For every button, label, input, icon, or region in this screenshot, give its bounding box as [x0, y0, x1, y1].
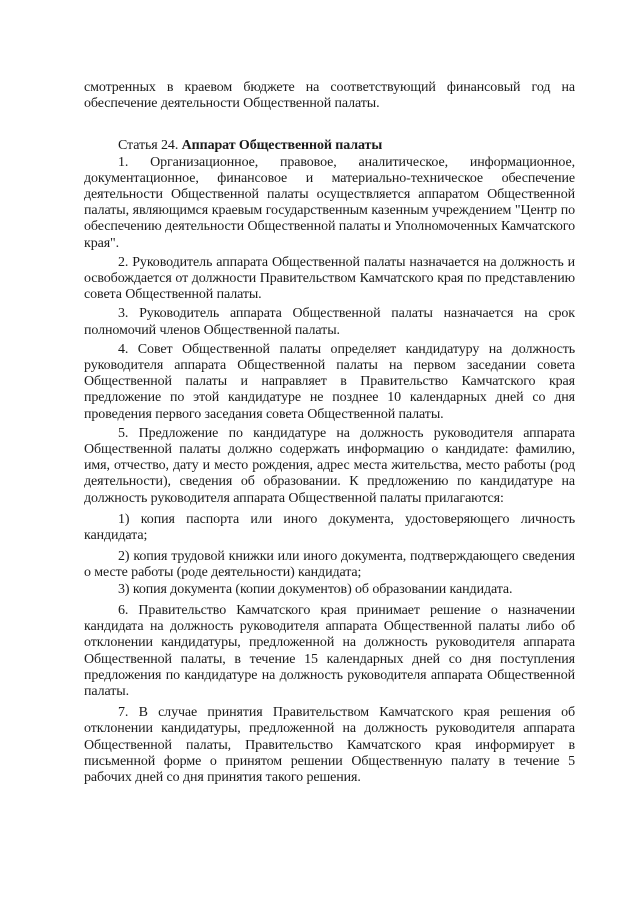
- article-title: Аппарат Общественной палаты: [181, 138, 383, 154]
- article-heading: [84, 138, 575, 154]
- intro-paragraph: смотренных в краевом бюджете на соответствующий финансовый год на обеспечение деятельности Общественной палаты.: [84, 80, 575, 112]
- paragraph-5-item-1: 1) копия паспорта или иного документа, удостоверяющего личность кандидата;: [84, 511, 575, 544]
- paragraph-2: 2. Руководитель аппарата Общественной палаты назначается на должность и освобождается от должности Правительством Камчатского края по представлению совета Общественной палаты.: [84, 254, 575, 303]
- paragraph-7: 7. В случае принятия Правительством Камчатского края решения об отклонении кандидатуры, предложенной на должность руководителя аппарата Общественной палаты, Правительство Камчатского края информирует в письменной форме о принятом решении Общественную палату в течение 5 рабочих дней со дня принятия такого решения.: [84, 705, 575, 785]
- paragraph-5-item-2: 2) копия трудовой книжки или иного документа, подтверждающего сведения о месте работы (роде деятельности) кандидата;: [84, 549, 575, 581]
- paragraph-3: 3. Руководитель аппарата Общественной палаты назначается на срок полномочий членов Общественной палаты.: [84, 306, 575, 338]
- paragraph-4: 4. Совет Общественной палаты определяет кандидатуру на должность руководителя аппарата Общественной палаты на первом заседании совета Общественной палаты и направляет в Правительство Камчатского края предложение по этой кандидатуре не позднее 10 календарных дней со дня проведения первого заседания совета Общественной палаты.: [84, 341, 575, 422]
- paragraph-5-item-3: 3) копия документа (копии документов) об образовании кандидата.: [118, 581, 513, 597]
- paragraph-5: 5. Предложение по кандидатуре на должность руководителя аппарата Общественной палаты должно содержать информацию о кандидате: фамилию, имя, отчество, дату и место рождения, адрес места жительства, место работы (род деятельности), сведения об образовании. К предложению по кандидатуре на должность руководителя аппарата Общественной палаты прилагаются:: [84, 425, 575, 506]
- paragraph-1: 1. Организационное, правовое, аналитическое, информационное, документационное, финансовое и материально-техническое обеспечение деятельности Общественной палаты осуществляется аппаратом Общественной палаты, являющимся краевым государственным казенным учреждением "Центр по обеспечению деятельности Общественной палаты и Уполномоченных Камчатского края".: [84, 154, 575, 251]
- document-page: [84, 80, 575, 786]
- article-number: Статья 24.: [118, 138, 179, 154]
- paragraph-6: 6. Правительство Камчатского края принимает решение о назначении кандидата на должность руководителя аппарата Общественной палаты либо об отклонении кандидатуры, предложенной на должность руководителя аппарата Общественной палаты, в течение 15 календарных дней со дня поступления предложения по кандидатуре на должность руководителя аппарата Общественной палаты.: [84, 602, 575, 699]
